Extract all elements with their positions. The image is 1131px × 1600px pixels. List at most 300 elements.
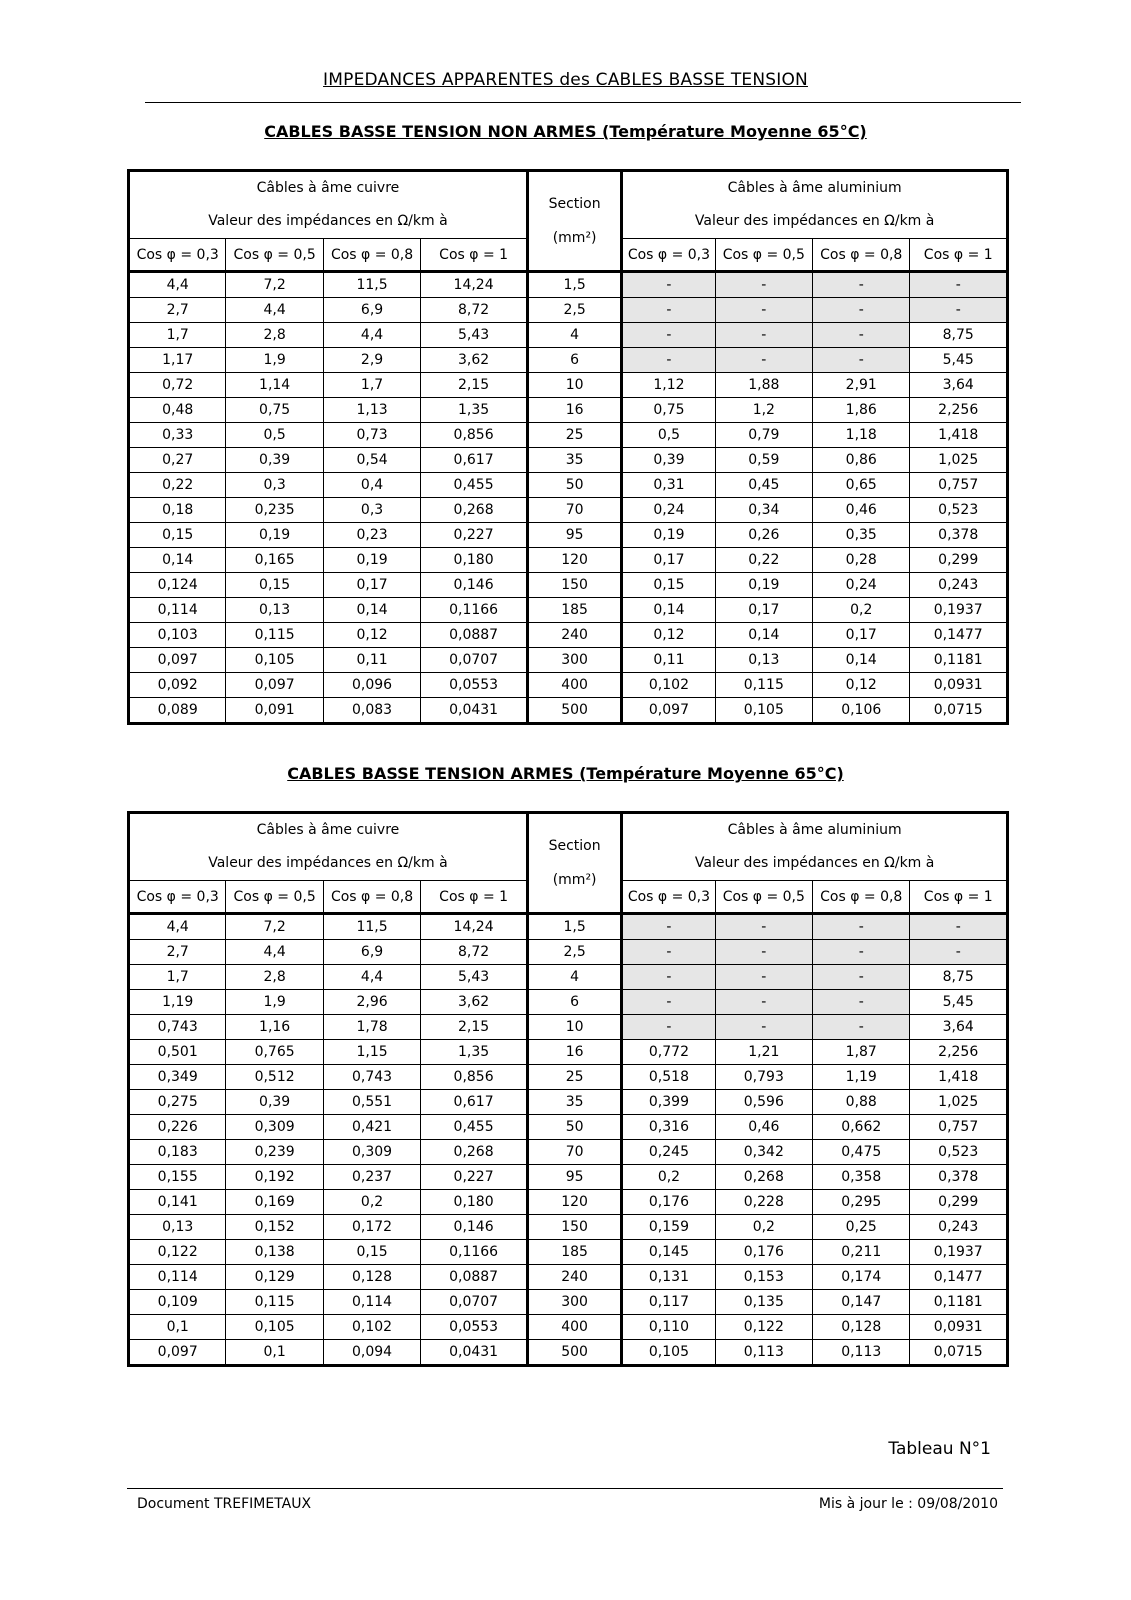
copper-value-cell: 0,165 [226,548,323,573]
cos-phi-header: Cos φ = 0,8 [323,239,420,272]
aluminium-value-cell: - [813,298,910,323]
aluminium-value-cell: 0,757 [910,1115,1008,1140]
copper-value-cell: 0,0707 [421,648,528,673]
copper-value-cell: 1,7 [129,965,226,990]
copper-value-cell: 1,35 [421,398,528,423]
copper-value-cell: 0,138 [226,1240,323,1265]
copper-value-cell: 0,15 [226,573,323,598]
copper-value-cell: 0,180 [421,548,528,573]
aluminium-value-cell: 0,88 [813,1090,910,1115]
copper-value-cell: 0,743 [323,1065,420,1090]
copper-value-cell: 1,7 [323,373,420,398]
table-row [129,523,1008,548]
table-row [129,1165,1008,1190]
aluminium-value-cell: 0,518 [622,1065,715,1090]
copper-value-cell: 0,3 [323,498,420,523]
aluminium-value-cell: 0,86 [813,448,910,473]
copper-value-cell: 5,43 [421,965,528,990]
copper-value-cell: 1,19 [129,990,226,1015]
copper-value-cell: 0,1166 [421,1240,528,1265]
copper-value-cell: 0,109 [129,1290,226,1315]
aluminium-value-cell: 0,128 [813,1315,910,1340]
copper-value-cell: 0,455 [421,1115,528,1140]
aluminium-value-cell: 0,378 [910,1165,1008,1190]
copper-value-cell: 0,169 [226,1190,323,1215]
aluminium-value-cell: - [813,272,910,298]
copper-value-cell: 4,4 [226,298,323,323]
copper-value-cell: 5,43 [421,323,528,348]
copper-value-cell: 0,105 [226,648,323,673]
aluminium-value-cell: 0,0931 [910,673,1008,698]
copper-value-cell: 0,268 [421,498,528,523]
aluminium-value-cell: - [910,940,1008,965]
table-row [129,1065,1008,1090]
cos-phi-header: Cos φ = 0,5 [715,239,812,272]
section-unit: (mm²) [552,230,597,246]
table-row [129,673,1008,698]
aluminium-value-cell: 0,159 [622,1215,715,1240]
copper-value-cell: 0,227 [421,523,528,548]
aluminium-value-cell: - [622,914,715,940]
section-cell: 6 [527,990,621,1015]
table-row [129,1240,1008,1265]
section-cell: 50 [527,473,621,498]
copper-value-cell: 1,15 [323,1040,420,1065]
copper-value-cell: 0,0553 [421,1315,528,1340]
cos-phi-header: Cos φ = 0,3 [129,881,226,914]
copper-value-cell: 8,72 [421,298,528,323]
aluminium-value-cell: 0,757 [910,473,1008,498]
copper-value-cell: 0,172 [323,1215,420,1240]
table-row [129,1190,1008,1215]
section-cell: 240 [527,1265,621,1290]
table-row [129,498,1008,523]
aluminium-value-cell: 0,662 [813,1115,910,1140]
aluminium-value-cell: 0,2 [715,1215,812,1240]
aluminium-value-cell: - [622,990,715,1015]
copper-value-cell: 2,15 [421,1015,528,1040]
copper-value-cell: 0,72 [129,373,226,398]
copper-value-cell: 0,097 [226,673,323,698]
copper-impedance-label: Valeur des impédances en Ω/km à [208,855,448,871]
copper-value-cell: 0,0431 [421,1340,528,1366]
section-title-non-armes: CABLES BASSE TENSION NON ARMES (Température Moyenne 65°C) [264,122,867,141]
aluminium-value-cell: - [622,298,715,323]
copper-value-cell: 14,24 [421,272,528,298]
aluminium-value-cell: 1,87 [813,1040,910,1065]
copper-value-cell: 1,17 [129,348,226,373]
table-row [129,573,1008,598]
copper-value-cell: 7,2 [226,914,323,940]
aluminium-value-cell: 0,147 [813,1290,910,1315]
aluminium-value-cell: 1,19 [813,1065,910,1090]
table-row [129,423,1008,448]
section-cell: 150 [527,1215,621,1240]
copper-value-cell: 0,39 [226,1090,323,1115]
table-row [129,1340,1008,1366]
copper-value-cell: 0,856 [421,1065,528,1090]
copper-value-cell: 2,96 [323,990,420,1015]
table-row [129,698,1008,724]
aluminium-value-cell: 1,18 [813,423,910,448]
cos-phi-header: Cos φ = 0,8 [323,881,420,914]
copper-value-cell: 2,7 [129,298,226,323]
aluminium-value-cell: 0,39 [622,448,715,473]
copper-value-cell: 6,9 [323,940,420,965]
cos-phi-header: Cos φ = 0,5 [715,881,812,914]
aluminium-value-cell: 1,88 [715,373,812,398]
section-cell: 35 [527,1090,621,1115]
table-row [129,398,1008,423]
cos-phi-header: Cos φ = 0,8 [813,881,910,914]
copper-value-cell: 0,73 [323,423,420,448]
copper-value-cell: 0,180 [421,1190,528,1215]
copper-value-cell: 11,5 [323,914,420,940]
copper-impedance-label: Valeur des impédances en Ω/km à [208,213,448,229]
cos-phi-header: Cos φ = 0,3 [129,239,226,272]
copper-group-label: Câbles à âme cuivre [256,822,400,838]
aluminium-value-cell: 0,75 [622,398,715,423]
aluminium-value-cell: 0,24 [813,573,910,598]
aluminium-value-cell: - [813,965,910,990]
copper-value-cell: 0,12 [323,623,420,648]
aluminium-value-cell: 0,110 [622,1315,715,1340]
page-title: IMPEDANCES APPARENTES des CABLES BASSE TENSION [323,70,808,90]
copper-value-cell: 1,7 [129,323,226,348]
aluminium-value-cell: - [622,1015,715,1040]
aluminium-value-cell: 1,86 [813,398,910,423]
aluminium-value-cell: 1,12 [622,373,715,398]
table-row [129,940,1008,965]
impedance-table-non-armes [127,169,1009,725]
tableau-label: Tableau N°1 [888,1439,991,1459]
table-row [129,1040,1008,1065]
copper-value-cell: 0,856 [421,423,528,448]
aluminium-value-cell: 8,75 [910,323,1008,348]
aluminium-value-cell: 2,256 [910,398,1008,423]
copper-value-cell: 1,9 [226,348,323,373]
copper-value-cell: 4,4 [129,272,226,298]
aluminium-impedance-label: Valeur des impédances en Ω/km à [694,855,935,871]
aluminium-value-cell: 0,102 [622,673,715,698]
aluminium-value-cell: 0,46 [715,1115,812,1140]
aluminium-value-cell: 0,523 [910,1140,1008,1165]
aluminium-value-cell: 0,25 [813,1215,910,1240]
section-cell: 400 [527,673,621,698]
section-cell: 300 [527,1290,621,1315]
aluminium-value-cell: 0,17 [622,548,715,573]
section-cell: 95 [527,523,621,548]
copper-value-cell: 0,617 [421,1090,528,1115]
aluminium-value-cell: 0,097 [622,698,715,724]
aluminium-value-cell: 0,268 [715,1165,812,1190]
aluminium-value-cell: 0,26 [715,523,812,548]
copper-value-cell: 0,2 [323,1190,420,1215]
copper-value-cell: 0,0887 [421,623,528,648]
aluminium-value-cell: 0,28 [813,548,910,573]
footer-update-date: Mis à jour le : 09/08/2010 [818,1496,998,1512]
aluminium-value-cell: 0,105 [715,698,812,724]
cos-phi-header: Cos φ = 0,5 [226,881,323,914]
section-cell: 185 [527,1240,621,1265]
aluminium-value-cell: 1,418 [910,423,1008,448]
table-row [129,373,1008,398]
aluminium-value-cell: 0,131 [622,1265,715,1290]
copper-value-cell: 0,551 [323,1090,420,1115]
aluminium-value-cell: 0,145 [622,1240,715,1265]
copper-value-cell: 14,24 [421,914,528,940]
copper-value-cell: 2,8 [226,323,323,348]
table-row [129,448,1008,473]
aluminium-value-cell: 0,117 [622,1290,715,1315]
aluminium-value-cell: 0,105 [622,1340,715,1366]
copper-value-cell: 8,72 [421,940,528,965]
copper-value-cell: 0,192 [226,1165,323,1190]
aluminium-value-cell: 0,17 [813,623,910,648]
aluminium-value-cell: 0,1937 [910,598,1008,623]
aluminium-value-cell: 0,22 [715,548,812,573]
table-row [129,1015,1008,1040]
table-row [129,1115,1008,1140]
copper-value-cell: 0,0887 [421,1265,528,1290]
copper-value-cell: 0,15 [129,523,226,548]
aluminium-value-cell: 0,342 [715,1140,812,1165]
aluminium-value-cell: 0,2 [813,598,910,623]
copper-value-cell: 0,455 [421,473,528,498]
aluminium-value-cell: - [622,965,715,990]
aluminium-group-header [622,813,1008,881]
table-row [129,1090,1008,1115]
copper-value-cell: 0,094 [323,1340,420,1366]
section-title-armes: CABLES BASSE TENSION ARMES (Température Moyenne 65°C) [287,764,844,783]
section-cell: 240 [527,623,621,648]
aluminium-value-cell: 0,0931 [910,1315,1008,1340]
section-cell: 16 [527,1040,621,1065]
aluminium-value-cell: - [715,323,812,348]
copper-value-cell: 1,35 [421,1040,528,1065]
copper-value-cell: 0,268 [421,1140,528,1165]
copper-value-cell: 0,083 [323,698,420,724]
aluminium-group-label: Câbles à âme aluminium [727,180,902,196]
aluminium-value-cell: - [715,298,812,323]
aluminium-value-cell: 0,14 [813,648,910,673]
section-cell: 150 [527,573,621,598]
section-header [527,813,621,914]
aluminium-value-cell: 0,153 [715,1265,812,1290]
aluminium-value-cell: 1,418 [910,1065,1008,1090]
copper-value-cell: 3,62 [421,348,528,373]
copper-value-cell: 0,54 [323,448,420,473]
copper-value-cell: 0,103 [129,623,226,648]
copper-value-cell: 1,13 [323,398,420,423]
aluminium-value-cell: 0,299 [910,548,1008,573]
table-row [129,990,1008,1015]
table-row [129,965,1008,990]
copper-value-cell: 0,129 [226,1265,323,1290]
aluminium-value-cell: 0,45 [715,473,812,498]
aluminium-value-cell: 0,24 [622,498,715,523]
aluminium-value-cell: - [715,1015,812,1040]
section-unit: (mm²) [552,872,597,888]
cos-phi-header: Cos φ = 0,5 [226,239,323,272]
aluminium-value-cell: 0,176 [622,1190,715,1215]
section-header [527,171,621,272]
section-cell: 16 [527,398,621,423]
copper-group-header [129,171,528,239]
copper-value-cell: 0,0553 [421,673,528,698]
copper-value-cell: 0,309 [323,1140,420,1165]
copper-value-cell: 7,2 [226,272,323,298]
aluminium-value-cell: 0,295 [813,1190,910,1215]
aluminium-value-cell: 0,113 [813,1340,910,1366]
copper-value-cell: 6,9 [323,298,420,323]
copper-value-cell: 0,22 [129,473,226,498]
aluminium-value-cell: 0,106 [813,698,910,724]
aluminium-value-cell: 0,243 [910,1215,1008,1240]
aluminium-impedance-label: Valeur des impédances en Ω/km à [694,213,935,229]
aluminium-value-cell: - [813,914,910,940]
aluminium-value-cell: 0,65 [813,473,910,498]
section-cell: 2,5 [527,298,621,323]
copper-value-cell: 0,0431 [421,698,528,724]
aluminium-value-cell: - [813,1015,910,1040]
copper-value-cell: 0,19 [323,548,420,573]
aluminium-value-cell: - [813,323,910,348]
aluminium-value-cell: 0,122 [715,1315,812,1340]
copper-value-cell: 0,091 [226,698,323,724]
section-cell: 25 [527,1065,621,1090]
aluminium-value-cell: 0,0715 [910,698,1008,724]
section-cell: 120 [527,1190,621,1215]
copper-value-cell: 0,14 [323,598,420,623]
table-row [129,1140,1008,1165]
aluminium-value-cell: 1,025 [910,1090,1008,1115]
aluminium-value-cell: 0,1937 [910,1240,1008,1265]
table-row [129,473,1008,498]
table-row [129,548,1008,573]
copper-value-cell: 11,5 [323,272,420,298]
aluminium-value-cell: 0,1181 [910,1290,1008,1315]
copper-value-cell: 0,19 [226,523,323,548]
aluminium-value-cell: - [910,272,1008,298]
copper-value-cell: 3,62 [421,990,528,1015]
copper-value-cell: 0,239 [226,1140,323,1165]
copper-value-cell: 0,617 [421,448,528,473]
copper-value-cell: 0,115 [226,623,323,648]
aluminium-value-cell: 0,358 [813,1165,910,1190]
copper-value-cell: 0,765 [226,1040,323,1065]
aluminium-value-cell: 0,772 [622,1040,715,1065]
aluminium-group-header [622,171,1008,239]
aluminium-value-cell: - [622,348,715,373]
copper-value-cell: 0,14 [129,548,226,573]
copper-value-cell: 0,15 [323,1240,420,1265]
aluminium-value-cell: 0,793 [715,1065,812,1090]
copper-value-cell: 0,48 [129,398,226,423]
copper-value-cell: 0,226 [129,1115,226,1140]
aluminium-value-cell: 0,245 [622,1140,715,1165]
aluminium-value-cell: 0,31 [622,473,715,498]
copper-value-cell: 0,114 [129,1265,226,1290]
copper-value-cell: 0,097 [129,1340,226,1366]
section-cell: 70 [527,498,621,523]
copper-value-cell: 0,097 [129,648,226,673]
copper-value-cell: 0,235 [226,498,323,523]
aluminium-value-cell: - [622,272,715,298]
aluminium-group-label: Câbles à âme aluminium [727,822,902,838]
copper-value-cell: 2,7 [129,940,226,965]
copper-value-cell: 2,8 [226,965,323,990]
copper-value-cell: 4,4 [129,914,226,940]
copper-value-cell: 0,421 [323,1115,420,1140]
table-row [129,1265,1008,1290]
copper-value-cell: 0,152 [226,1215,323,1240]
section-cell: 35 [527,448,621,473]
aluminium-value-cell: - [813,348,910,373]
copper-value-cell: 2,9 [323,348,420,373]
footer-divider [127,1488,1003,1489]
section-label: Section [548,838,601,854]
aluminium-value-cell: 5,45 [910,348,1008,373]
copper-value-cell: 0,1 [129,1315,226,1340]
section-cell: 120 [527,548,621,573]
footer-document: Document TREFIMETAUX [137,1496,312,1512]
copper-value-cell: 0,11 [323,648,420,673]
copper-value-cell: 0,1 [226,1340,323,1366]
copper-value-cell: 0,146 [421,1215,528,1240]
copper-value-cell: 0,33 [129,423,226,448]
copper-group-label: Câbles à âme cuivre [256,180,400,196]
section-cell: 300 [527,648,621,673]
copper-value-cell: 0,309 [226,1115,323,1140]
aluminium-value-cell: 0,12 [813,673,910,698]
table-row [129,323,1008,348]
header-row-groups [129,813,1008,881]
copper-value-cell: 0,0707 [421,1290,528,1315]
aluminium-value-cell: 3,64 [910,373,1008,398]
cos-phi-header: Cos φ = 0,3 [622,881,715,914]
copper-value-cell: 1,16 [226,1015,323,1040]
aluminium-value-cell: 0,35 [813,523,910,548]
copper-value-cell: 0,501 [129,1040,226,1065]
copper-value-cell: 0,349 [129,1065,226,1090]
copper-value-cell: 0,114 [323,1290,420,1315]
aluminium-value-cell: 0,12 [622,623,715,648]
copper-value-cell: 0,105 [226,1315,323,1340]
section-cell: 4 [527,965,621,990]
section-cell: 95 [527,1165,621,1190]
aluminium-value-cell: 8,75 [910,965,1008,990]
aluminium-value-cell: 0,1181 [910,648,1008,673]
copper-value-cell: 0,3 [226,473,323,498]
aluminium-value-cell: 0,14 [715,623,812,648]
section-cell: 10 [527,373,621,398]
aluminium-value-cell: 0,2 [622,1165,715,1190]
copper-value-cell: 0,1166 [421,598,528,623]
section-cell: 50 [527,1115,621,1140]
aluminium-value-cell: 0,523 [910,498,1008,523]
aluminium-value-cell: 0,19 [622,523,715,548]
copper-value-cell: 0,13 [226,598,323,623]
table-row [129,348,1008,373]
impedance-table-armes [127,811,1009,1367]
aluminium-value-cell: 0,174 [813,1265,910,1290]
cos-phi-header: Cos φ = 1 [421,239,528,272]
copper-value-cell: 0,27 [129,448,226,473]
copper-value-cell: 1,14 [226,373,323,398]
cos-phi-header: Cos φ = 0,8 [813,239,910,272]
copper-value-cell: 0,18 [129,498,226,523]
